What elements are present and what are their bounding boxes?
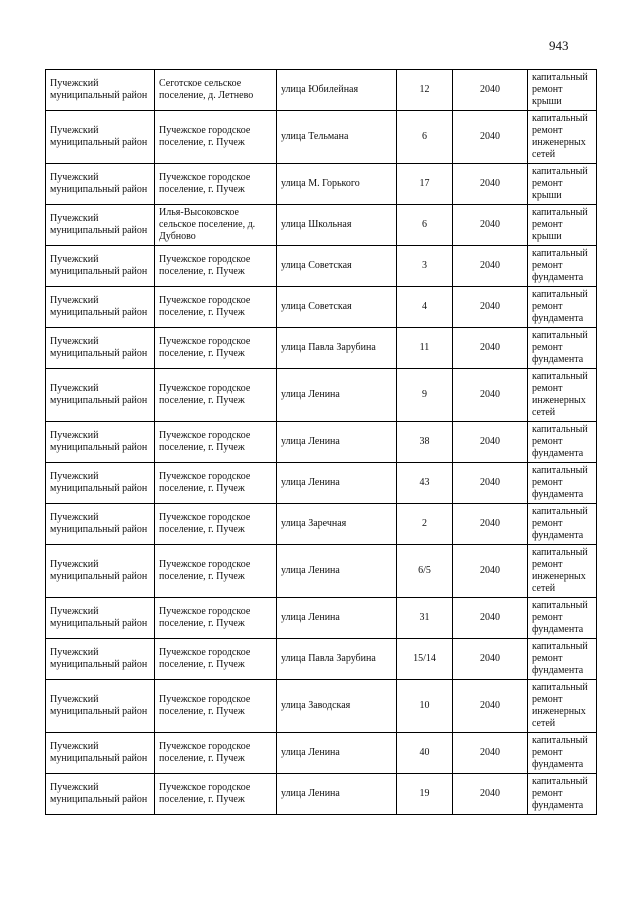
year-cell: 2040 (453, 598, 528, 639)
housing-repair-table (45, 69, 597, 815)
work-type-cell: капитальный ремонт фундамента (528, 774, 597, 815)
district-cell: Пучежский муниципальный район (46, 287, 155, 328)
district-cell: Пучежский муниципальный район (46, 246, 155, 287)
table-row (46, 774, 597, 815)
street-cell: улица Заречная (277, 504, 397, 545)
house-number-cell: 31 (397, 598, 453, 639)
district-cell: Пучежский муниципальный район (46, 70, 155, 111)
table-row (46, 205, 597, 246)
work-type-cell: капитальный ремонт фундамента (528, 246, 597, 287)
table-row (46, 422, 597, 463)
street-cell: улица Заводская (277, 680, 397, 733)
house-number-cell: 19 (397, 774, 453, 815)
table-row (46, 111, 597, 164)
work-type-cell: капитальный ремонт фундамента (528, 328, 597, 369)
table-row (46, 287, 597, 328)
year-cell: 2040 (453, 246, 528, 287)
work-type-cell: капитальный ремонт крыши (528, 70, 597, 111)
table-row (46, 680, 597, 733)
table-row (46, 70, 597, 111)
district-cell: Пучежский муниципальный район (46, 164, 155, 205)
district-cell: Пучежский муниципальный район (46, 545, 155, 598)
year-cell: 2040 (453, 545, 528, 598)
district-cell: Пучежский муниципальный район (46, 639, 155, 680)
district-cell: Пучежский муниципальный район (46, 733, 155, 774)
street-cell: улица Павла Зарубина (277, 328, 397, 369)
settlement-cell: Пучежское городское поселение, г. Пучеж (155, 246, 277, 287)
house-number-cell: 6 (397, 111, 453, 164)
settlement-cell: Пучежское городское поселение, г. Пучеж (155, 422, 277, 463)
street-cell: улица Ленина (277, 463, 397, 504)
house-number-cell: 6 (397, 205, 453, 246)
table-row (46, 545, 597, 598)
table-row (46, 598, 597, 639)
district-cell: Пучежский муниципальный район (46, 369, 155, 422)
table-row (46, 328, 597, 369)
table-row (46, 463, 597, 504)
district-cell: Пучежский муниципальный район (46, 504, 155, 545)
year-cell: 2040 (453, 111, 528, 164)
settlement-cell: Сеготское сельское поселение, д. Летнево (155, 70, 277, 111)
street-cell: улица Ленина (277, 545, 397, 598)
settlement-cell: Пучежское городское поселение, г. Пучеж (155, 111, 277, 164)
year-cell: 2040 (453, 422, 528, 463)
work-type-cell: капитальный ремонт фундамента (528, 598, 597, 639)
settlement-cell: Пучежское городское поселение, г. Пучеж (155, 598, 277, 639)
house-number-cell: 15/14 (397, 639, 453, 680)
table-row (46, 733, 597, 774)
street-cell: улица М. Горького (277, 164, 397, 205)
street-cell: улица Тельмана (277, 111, 397, 164)
work-type-cell: капитальный ремонт фундамента (528, 639, 597, 680)
settlement-cell: Пучежское городское поселение, г. Пучеж (155, 369, 277, 422)
house-number-cell: 9 (397, 369, 453, 422)
street-cell: улица Ленина (277, 422, 397, 463)
work-type-cell: капитальный ремонт крыши (528, 205, 597, 246)
house-number-cell: 6/5 (397, 545, 453, 598)
house-number-cell: 4 (397, 287, 453, 328)
settlement-cell: Пучежское городское поселение, г. Пучеж (155, 287, 277, 328)
house-number-cell: 40 (397, 733, 453, 774)
street-cell: улица Ленина (277, 369, 397, 422)
year-cell: 2040 (453, 463, 528, 504)
settlement-cell: Пучежское городское поселение, г. Пучеж (155, 545, 277, 598)
street-cell: улица Павла Зарубина (277, 639, 397, 680)
house-number-cell: 2 (397, 504, 453, 545)
street-cell: улица Ленина (277, 598, 397, 639)
house-number-cell: 11 (397, 328, 453, 369)
district-cell: Пучежский муниципальный район (46, 422, 155, 463)
district-cell: Пучежский муниципальный район (46, 205, 155, 246)
year-cell: 2040 (453, 205, 528, 246)
table-row (46, 504, 597, 545)
house-number-cell: 10 (397, 680, 453, 733)
settlement-cell: Пучежское городское поселение, г. Пучеж (155, 164, 277, 205)
year-cell: 2040 (453, 287, 528, 328)
work-type-cell: капитальный ремонт инженерных сетей (528, 111, 597, 164)
work-type-cell: капитальный ремонт фундамента (528, 422, 597, 463)
year-cell: 2040 (453, 328, 528, 369)
table-row (46, 164, 597, 205)
year-cell: 2040 (453, 733, 528, 774)
house-number-cell: 17 (397, 164, 453, 205)
district-cell: Пучежский муниципальный район (46, 598, 155, 639)
work-type-cell: капитальный ремонт инженерных сетей (528, 369, 597, 422)
street-cell: улица Ленина (277, 774, 397, 815)
house-number-cell: 38 (397, 422, 453, 463)
table-row (46, 639, 597, 680)
district-cell: Пучежский муниципальный район (46, 774, 155, 815)
district-cell: Пучежский муниципальный район (46, 680, 155, 733)
street-cell: улица Школьная (277, 205, 397, 246)
district-cell: Пучежский муниципальный район (46, 111, 155, 164)
settlement-cell: Пучежское городское поселение, г. Пучеж (155, 639, 277, 680)
table-row (46, 246, 597, 287)
year-cell: 2040 (453, 774, 528, 815)
district-cell: Пучежский муниципальный район (46, 328, 155, 369)
settlement-cell: Пучежское городское поселение, г. Пучеж (155, 328, 277, 369)
work-type-cell: капитальный ремонт инженерных сетей (528, 545, 597, 598)
work-type-cell: капитальный ремонт фундамента (528, 733, 597, 774)
house-number-cell: 12 (397, 70, 453, 111)
settlement-cell: Пучежское городское поселение, г. Пучеж (155, 733, 277, 774)
settlement-cell: Пучежское городское поселение, г. Пучеж (155, 680, 277, 733)
table-body (46, 70, 597, 815)
street-cell: улица Советская (277, 246, 397, 287)
year-cell: 2040 (453, 70, 528, 111)
street-cell: улица Ленина (277, 733, 397, 774)
street-cell: улица Советская (277, 287, 397, 328)
settlement-cell: Пучежское городское поселение, г. Пучеж (155, 504, 277, 545)
settlement-cell: Пучежское городское поселение, г. Пучеж (155, 463, 277, 504)
house-number-cell: 43 (397, 463, 453, 504)
district-cell: Пучежский муниципальный район (46, 463, 155, 504)
settlement-cell: Илья-Высоковское сельское поселение, д. Дубново (155, 205, 277, 246)
table-row (46, 369, 597, 422)
year-cell: 2040 (453, 164, 528, 205)
year-cell: 2040 (453, 680, 528, 733)
work-type-cell: капитальный ремонт фундамента (528, 504, 597, 545)
page-number: 943 (549, 38, 569, 53)
house-number-cell: 3 (397, 246, 453, 287)
work-type-cell: капитальный ремонт крыши (528, 164, 597, 205)
work-type-cell: капитальный ремонт инженерных сетей (528, 680, 597, 733)
street-cell: улица Юбилейная (277, 70, 397, 111)
year-cell: 2040 (453, 639, 528, 680)
work-type-cell: капитальный ремонт фундамента (528, 287, 597, 328)
settlement-cell: Пучежское городское поселение, г. Пучеж (155, 774, 277, 815)
work-type-cell: капитальный ремонт фундамента (528, 463, 597, 504)
year-cell: 2040 (453, 504, 528, 545)
year-cell: 2040 (453, 369, 528, 422)
